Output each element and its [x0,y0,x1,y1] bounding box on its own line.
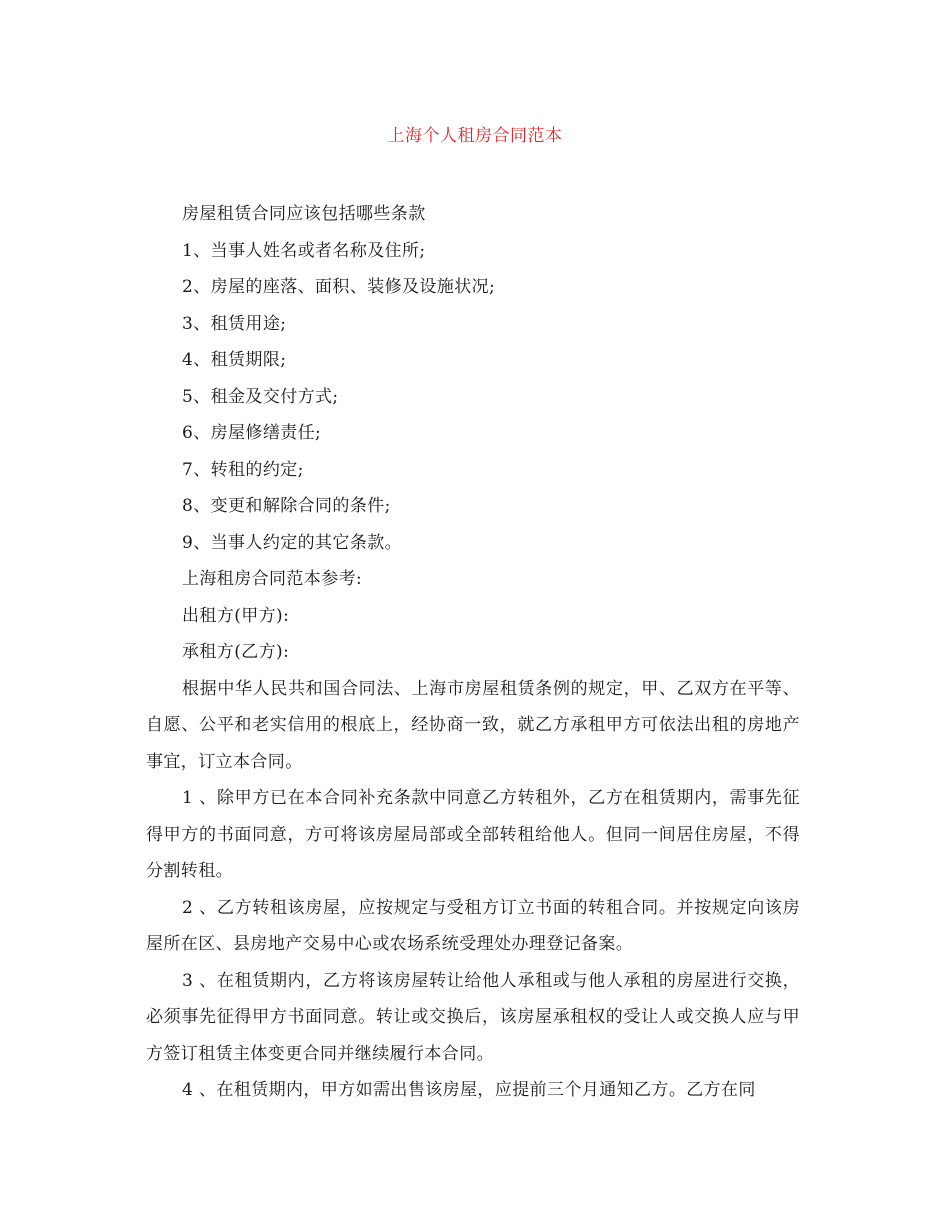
document-body [146,196,800,1109]
document-title: 上海个人租房合同范本 [387,126,563,146]
list-item: 9、当事人约定的其它条款。 [182,532,403,553]
party-b-line: 承租方(乙方): [182,642,290,662]
clause-paragraph: 4 、在租赁期内，甲方如需出售该房屋，应提前三个月通知乙方。乙方在同 [182,1080,756,1100]
list-item: 6、房屋修缮责任; [182,423,322,443]
clause-paragraph: 2 、乙方转租该房屋，应按规定与受租方订立书面的转租合同。并按规定向该房屋所在区、县房地产交易中心或农场系统受理处办理登记备案。 [146,897,800,954]
clause-paragraph: 1 、除甲方已在本合同补充条款中同意乙方转租外，乙方在租赁期内，需事先征得甲方的书面同意，方可将该房屋局部或全部转租给他人。但同一间居住房屋，不得分割转租。 [146,788,800,881]
clause-paragraph: 3 、在租赁期内，乙方将该房屋转让给他人承租或与他人承租的房屋进行交换，必须事先征得甲方书面同意。转让或交换后，该房屋承租权的受让人或交换人应与甲方签订租赁主体变更合同并继续履行本合同。 [146,970,800,1064]
section-heading: 房屋租赁合同应该包括哪些条款 [182,204,426,224]
list-item: 7、转租的约定; [182,459,304,480]
list-item: 4、租赁期限; [182,350,287,370]
list-item: 2、房屋的座落、面积、装修及设施状况; [182,277,496,297]
list-item: 5、租金及交付方式; [182,386,339,407]
list-item: 8、变更和解除合同的条件; [182,496,391,516]
list-item: 1、当事人姓名或者名称及住所; [182,240,426,261]
preamble-paragraph: 根据中华人民共和国合同法、上海市房屋租赁条例的规定，甲、乙双方在平等、自愿、公平和老实信用的根底上，经协商一致，就乙方承租甲方可依法出租的房地产事宜，订立本合同。 [146,678,800,772]
section-heading: 上海租房合同范本参考: [182,569,363,589]
party-a-line: 出租方(甲方): [182,605,290,626]
list-item: 3、租赁用途; [182,313,287,334]
